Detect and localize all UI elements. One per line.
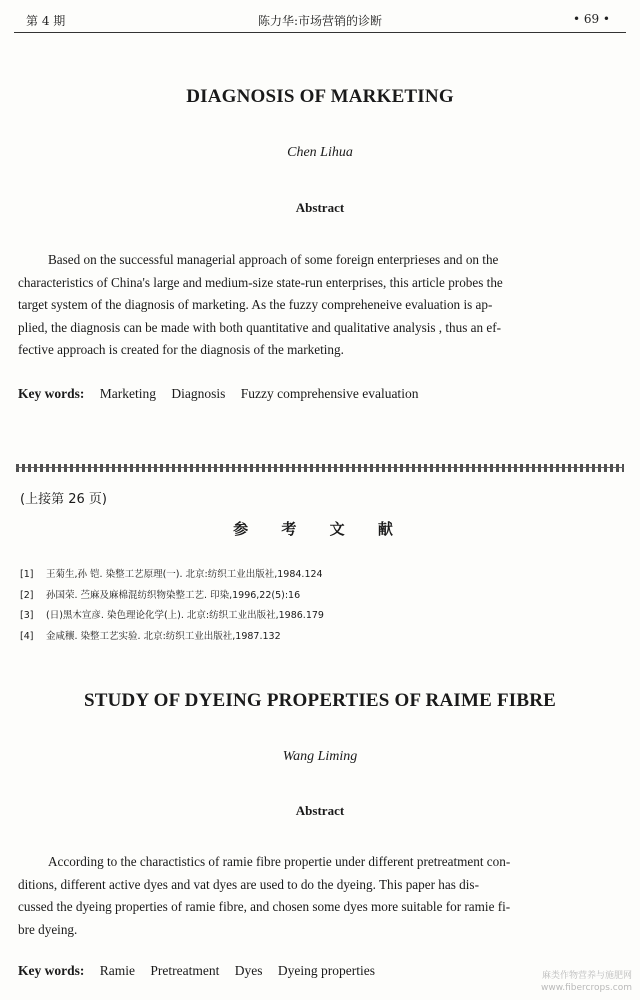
abstract-line: target system of the diagnosis of marketing. As the fuzzy compreheneive evaluation is ap- [18, 297, 493, 312]
article1-abstract-body [18, 249, 624, 362]
reference-number: [3] [20, 610, 34, 621]
running-header [18, 10, 622, 32]
reference-list [20, 565, 620, 647]
reference-item [20, 565, 620, 586]
abstract-line: characteristics of China's large and medium-size state-run enterprises, this article probes the [18, 274, 503, 290]
references-heading: 参 考 文 献 [233, 520, 407, 538]
reference-text: 金咸穰. 染整工艺实验. 北京:纺织工业出版社,1987.132 [46, 630, 281, 642]
article1-keywords [18, 386, 624, 402]
keywords-label: Key words: [18, 963, 85, 978]
abstract-line: According to the charactistics of ramie fibre propertie under different pretreatment con- [48, 854, 511, 869]
watermark-url: www.fibercrops.com [541, 983, 632, 993]
abstract-line: bre dyeing. [18, 921, 78, 937]
article2-abstract-body [18, 851, 624, 941]
issue-number: 第 4 期 [26, 14, 66, 28]
keyword: Marketing [99, 386, 156, 401]
ornamental-divider [16, 464, 624, 472]
reference-number: [1] [20, 569, 34, 580]
page-number: • 69 • [572, 12, 610, 26]
article2-title: STUDY OF DYEING PROPERTIES OF RAIME FIBRE [83, 690, 557, 711]
article2-abstract-heading: Abstract [295, 803, 345, 818]
article1-title: DIAGNOSIS OF MARKETING [186, 86, 454, 107]
keyword: Diagnosis [171, 386, 226, 401]
reference-text: (日)黑木宣彦. 染色理论化学(上). 北京:纺织工业出版社,1986.179 [46, 610, 324, 621]
abstract-line: Based on the successful managerial approach of some foreign enterprieses and on the [48, 252, 499, 267]
reference-number: [4] [20, 630, 34, 642]
reference-item [20, 627, 620, 648]
watermark-chinese: 麻类作物营养与施肥网 [541, 971, 632, 981]
reference-item [20, 586, 620, 607]
abstract-line: plied, the diagnosis can be made with both quantitative and qualitative analysis , thus an ef- [18, 319, 502, 335]
reference-text: 王菊生,孙 铠. 染整工艺原理(一). 北京:纺织工业出版社,1984.124 [46, 569, 323, 580]
header-rule [14, 32, 626, 33]
keywords-label: Key words: [18, 386, 85, 401]
keyword: Dyeing properties [277, 963, 375, 978]
reference-text: 孙国荣. 苎麻及麻棉混纺织物染整工艺. 印染,1996,22(5):16 [46, 589, 301, 601]
keyword: Ramie [99, 963, 135, 978]
site-watermark [541, 970, 632, 994]
keyword: Dyes [234, 963, 263, 978]
article2-author: Wang Liming [282, 749, 358, 764]
reference-item [20, 606, 620, 627]
article2-keywords [18, 963, 624, 979]
keyword: Pretreatment [150, 963, 220, 978]
abstract-line: ditions, different active dyes and vat dyes are used to do the dyeing. This paper has dis- [18, 876, 479, 892]
article1-author: Chen Lihua [287, 145, 353, 160]
keyword: Fuzzy comprehensive evaluation [240, 386, 419, 401]
running-title: 陈力华:市场营销的诊断 [257, 14, 383, 28]
abstract-line: fective approach is created for the diagnosis of the marketing. [18, 342, 344, 357]
abstract-line: cussed the dyeing properties of ramie fibre, and chosen some dyes more suitable for ramie fi- [18, 899, 511, 914]
article1-abstract-heading: Abstract [295, 200, 345, 215]
continued-note: (上接第 26 页) [20, 492, 107, 507]
reference-number: [2] [20, 589, 34, 601]
